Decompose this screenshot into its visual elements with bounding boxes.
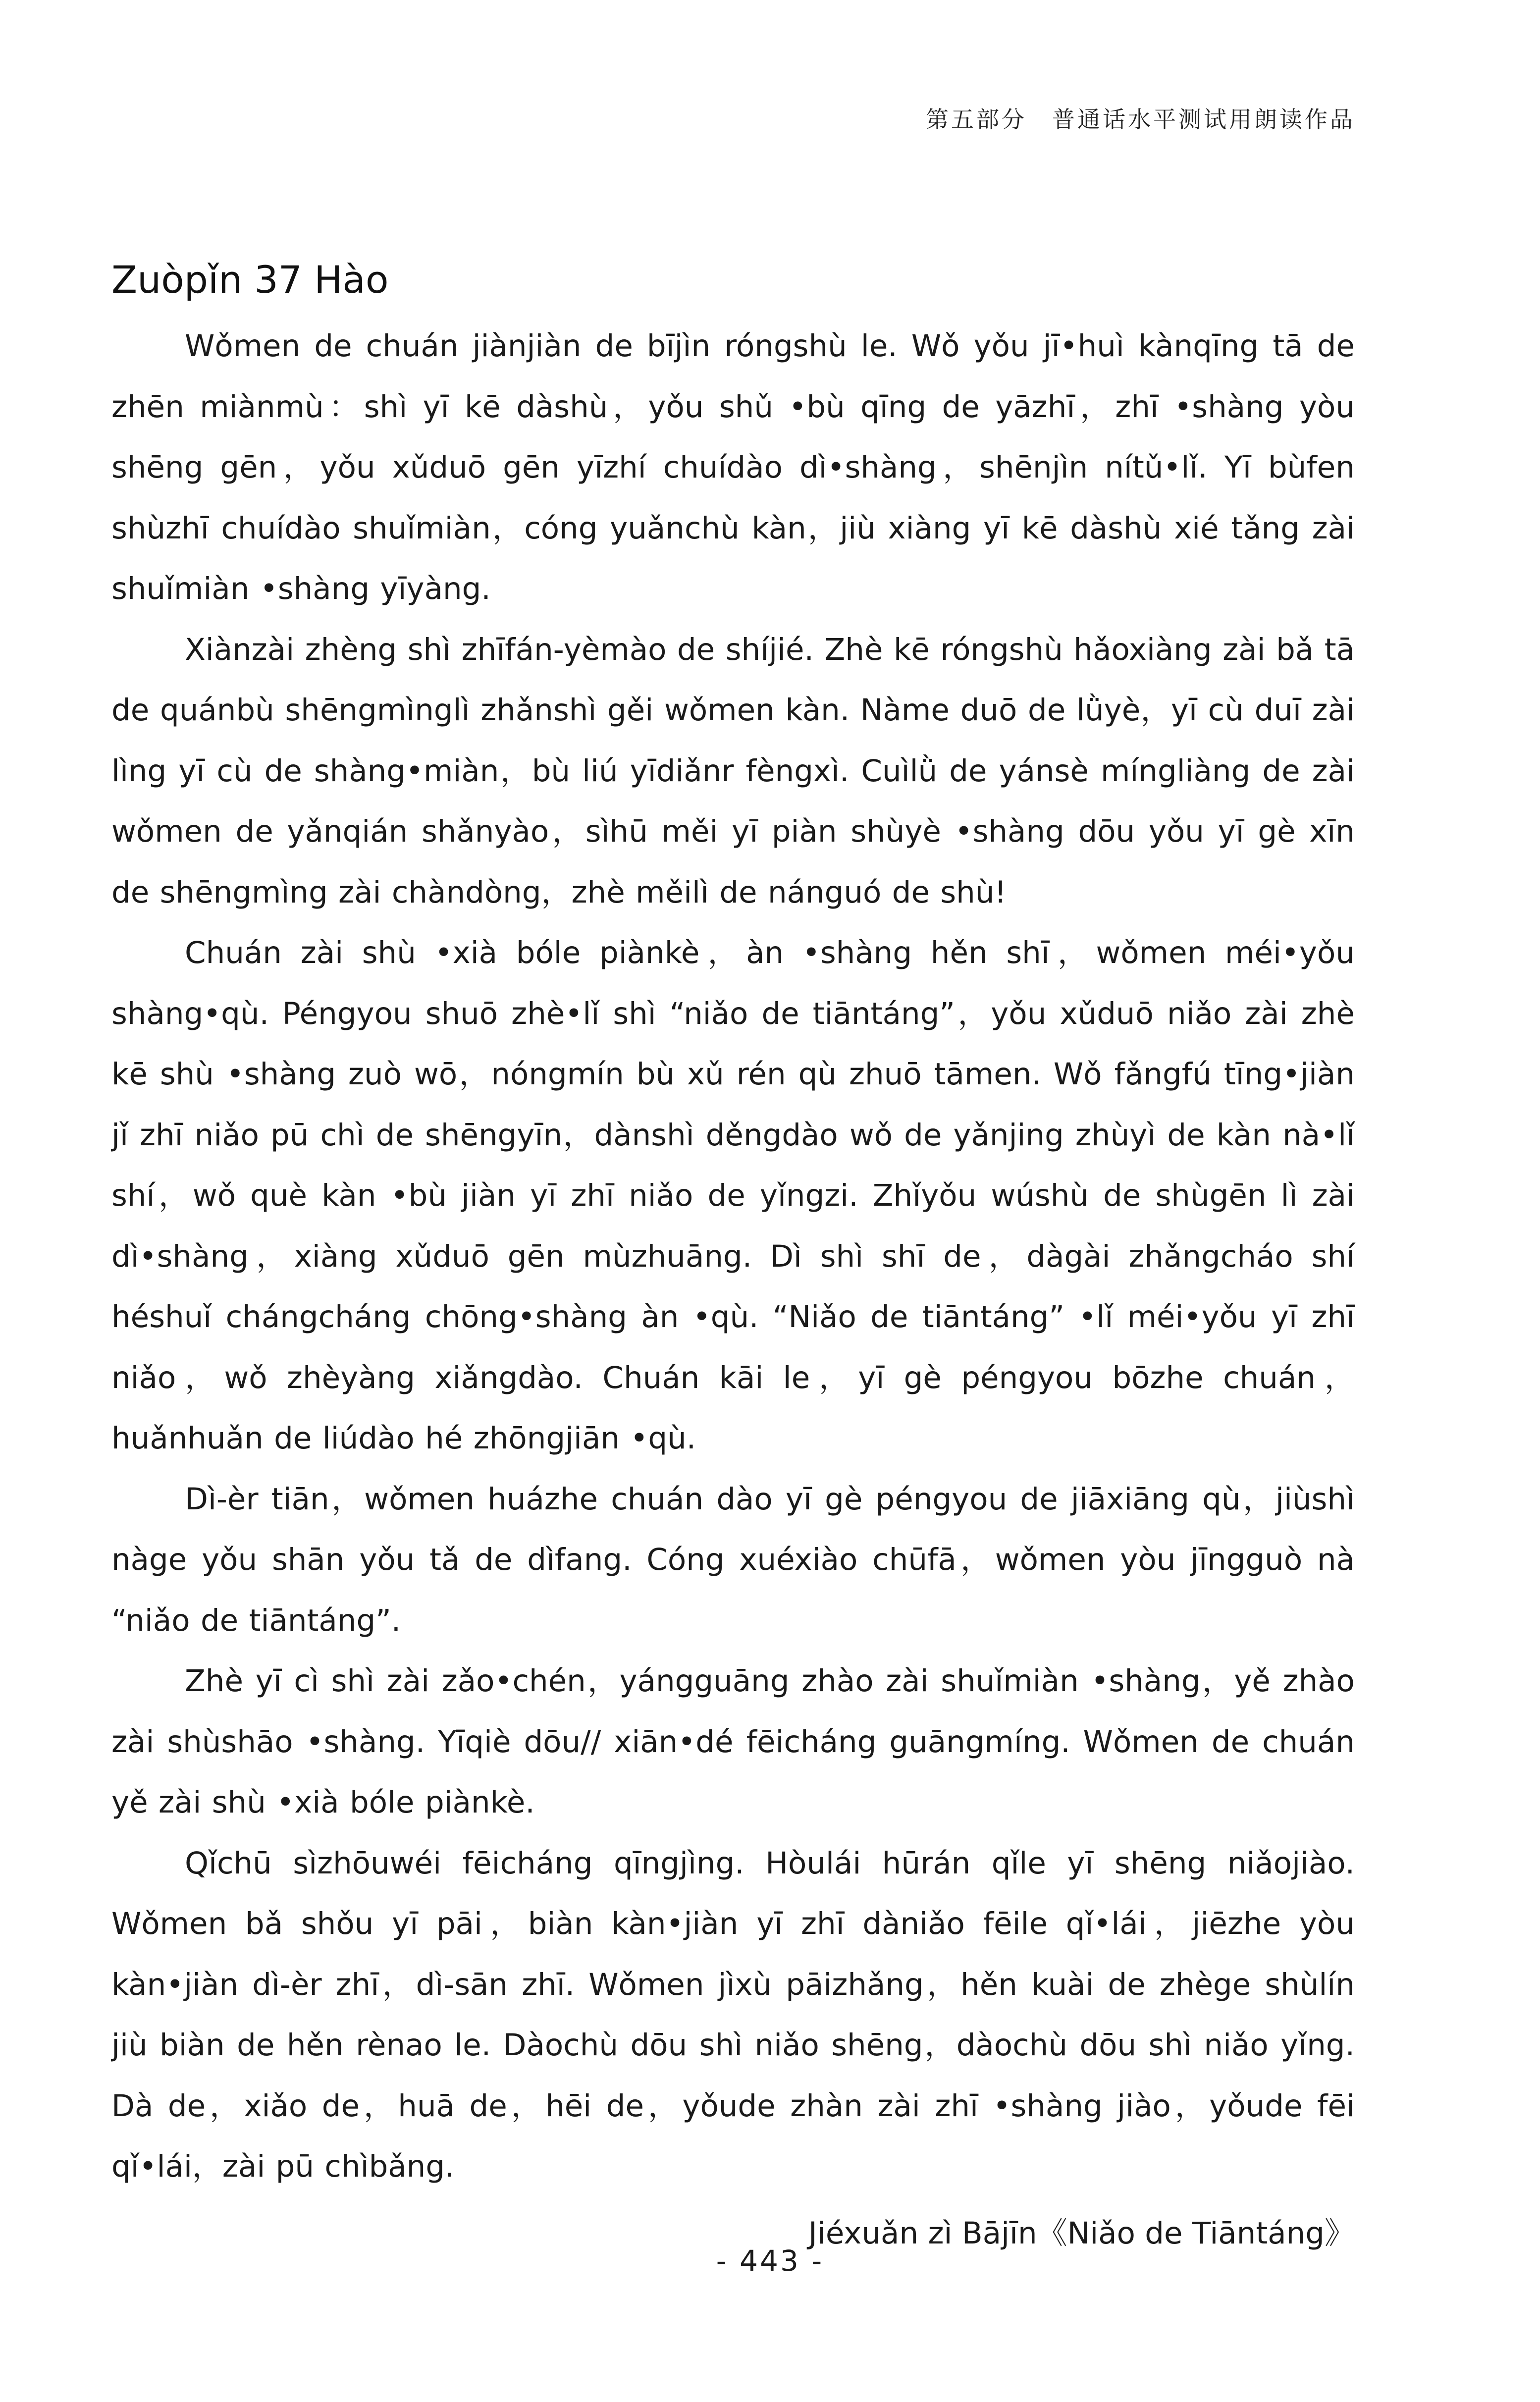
article-body: [111, 253, 1355, 2264]
paragraph-1: Wǒmen de chuán jiànjiàn de bījìn róngshù le. Wǒ yǒu jī•huì kànqīng tā de zhēn miànmù：shì yī kē dàshù，yǒu shǔ •bù qīng de yāzhī，zhī •shàng yòu shēng gēn，yǒu xǔduō gēn yīzhí chuídào dì•shàng，shēnjìn nítǔ•lǐ. Yī bùfen shùzhī chuídào shuǐmiàn，cóng yuǎnchù kàn，jiù xiàng yī kē dàshù xié tǎng zài shuǐmiàn •shàng yīyàng.: [111, 328, 1355, 606]
paragraph-2: Xiànzài zhèng shì zhīfán-yèmào de shíjié. Zhè kē róngshù hǎoxiàng zài bǎ tā de quánbù shēngmìnglì zhǎnshì gěi wǒmen kàn. Nàme duō de lǜyè，yī cù duī zài lìng yī cù de shàng•miàn，bù liú yīdiǎnr fèngxì. Cuìlǜ de yánsè míngliàng de zài wǒmen de yǎnqián shǎnyào，sìhū měi yī piàn shùyè •shàng dōu yǒu yī gè xīn de shēngmìng zài chàndòng，zhè měilì de nánguó de shù!: [111, 632, 1355, 910]
paragraph-3: Chuán zài shù •xià bóle piànkè，àn •shàng hěn shī，wǒmen méi•yǒu shàng•qù. Péngyou shuō zhè•lǐ shì “niǎo de tiāntáng”，yǒu xǔduō niǎo zài zhè kē shù •shàng zuò wō，nóngmín bù xǔ rén qù zhuō tāmen. Wǒ fǎngfú tīng•jiàn jǐ zhī niǎo pū chì de shēngyīn，dànshì děngdào wǒ de yǎnjing zhùyì de kàn nà•lǐ shí，wǒ què kàn •bù jiàn yī zhī niǎo de yǐngzi. Zhǐyǒu wúshù de shùgēn lì zài dì•shàng，xiàng xǔduō gēn mùzhuāng. Dì shì shī de，dàgài zhǎngcháo shí héshuǐ chángcháng chōng•shàng àn •qù. “Niǎo de tiāntáng” •lǐ méi•yǒu yī zhī niǎo，wǒ zhèyàng xiǎngdào. Chuán kāi le，yī gè péngyou bōzhe chuán，huǎnhuǎn de liúdào hé zhōngjiān •qù.: [111, 935, 1355, 1456]
source-attribution: Jiéxuǎn zì Bājīn《Niǎo de Tiāntáng》: [808, 2215, 1355, 2251]
paragraph-4: Dì-èr tiān，wǒmen huázhe chuán dào yī gè péngyou de jiāxiāng qù，jiùshì nàge yǒu shān yǒu tǎ de dìfang. Cóng xuéxiào chūfā，wǒmen yòu jīngguò nà “niǎo de tiāntáng”.: [111, 1481, 1355, 1638]
article-title: Zuòpǐn 37 Hào: [111, 258, 389, 302]
page-number: - 443 -: [716, 2244, 824, 2278]
paragraph-6: Qǐchū sìzhōuwéi fēicháng qīngjìng. Hòulái hūrán qǐle yī shēng niǎojiào. Wǒmen bǎ shǒu yī pāi，biàn kàn•jiàn yī zhī dàniǎo fēile qǐ•lái，jiēzhe yòu kàn•jiàn dì-èr zhī，dì-sān zhī. Wǒmen jìxù pāizhǎng，hěn kuài de zhège shùlín jiù biàn de hěn rènao le. Dàochù dōu shì niǎo shēng，dàochù dōu shì niǎo yǐng. Dà de，xiǎo de，huā de，hēi de，yǒude zhàn zài zhī •shàng jiào，yǒude fēi qǐ•lái，zài pū chìbǎng.: [111, 1845, 1355, 2184]
running-header: 第五部分 普通话水平测试用朗读作品: [926, 106, 1355, 133]
paragraph-5: Zhè yī cì shì zài zǎo•chén，yángguāng zhào zài shuǐmiàn •shàng，yě zhào zài shùshāo •shàng. Yīqiè dōu// xiān•dé fēicháng guāngmíng. Wǒmen de chuán yě zài shù •xià bóle piànkè.: [111, 1663, 1355, 1820]
